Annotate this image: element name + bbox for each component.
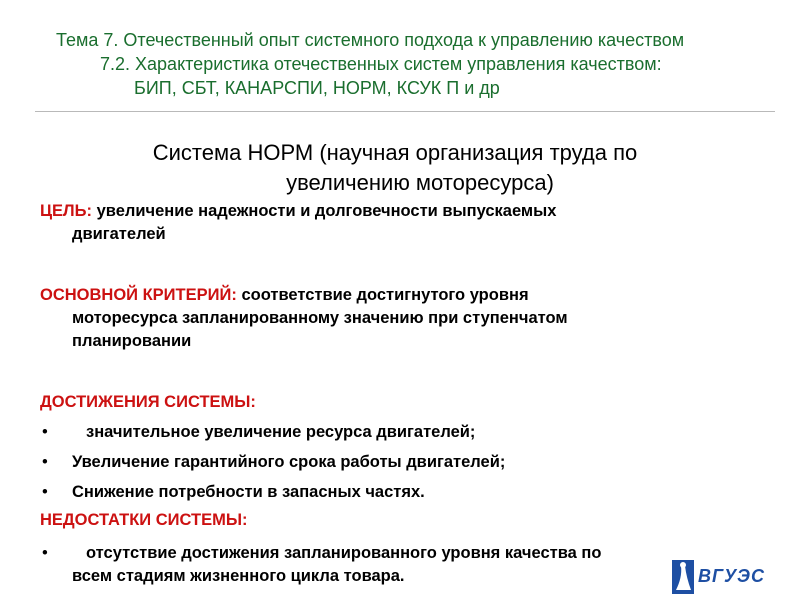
drawback-item	[40, 542, 760, 588]
bullet-icon: •	[42, 423, 48, 441]
achievement-item	[40, 421, 760, 444]
header-topic: Тема 7. Отечественный опыт системного подхода к управлению качеством	[56, 30, 685, 50]
achievement-text: Снижение потребности в запасных частях.	[72, 483, 425, 501]
goal-text-2: двигателей	[72, 225, 166, 243]
slide-title	[0, 138, 800, 198]
criterion-label: ОСНОВНОЙ КРИТЕРИЙ:	[40, 286, 237, 304]
bullet-icon: •	[42, 483, 48, 501]
bullet-icon: •	[42, 544, 48, 562]
criterion-text-1: соответствие достигнутого уровня	[241, 286, 529, 304]
criterion-text-2: моторесурса запланированному значению при ступенчатом	[72, 309, 568, 327]
goal-block	[40, 200, 760, 246]
header-systems-list: БИП, СБТ, КАНАРСПИ, НОРМ, КСУК П и др	[134, 78, 500, 98]
achievements-label: ДОСТИЖЕНИЯ СИСТЕМЫ:	[40, 393, 256, 411]
drawbacks-label: НЕДОСТАТКИ СИСТЕМЫ:	[40, 511, 248, 529]
drawback-text-2: всем стадиям жизненного цикла товара.	[72, 567, 405, 585]
drawback-text-1: отсутствие достижения запланированного уровня качества по	[86, 544, 602, 562]
bullet-icon: •	[42, 453, 48, 471]
logo-text: ВГУЭС	[698, 566, 765, 586]
goal-label: ЦЕЛЬ:	[40, 202, 92, 220]
header-divider	[35, 111, 775, 112]
criterion-block	[40, 284, 760, 353]
title-line-2: увеличению моторесурса)	[286, 170, 554, 195]
achievement-text: Увеличение гарантийного срока работы двигателей;	[72, 453, 506, 471]
achievement-item	[40, 481, 760, 504]
logo-head	[680, 562, 686, 568]
university-logo	[672, 560, 765, 594]
criterion-text-3: планировании	[72, 332, 192, 350]
achievement-item	[40, 451, 760, 474]
achievement-text: значительное увеличение ресурса двигателей;	[86, 423, 476, 441]
header-subtopic: 7.2. Характеристика отечественных систем управления качеством:	[100, 54, 662, 74]
title-line-1: Система НОРМ (научная организация труда по	[152, 140, 638, 165]
goal-text-1: увеличение надежности и долговечности выпускаемых	[96, 202, 557, 220]
